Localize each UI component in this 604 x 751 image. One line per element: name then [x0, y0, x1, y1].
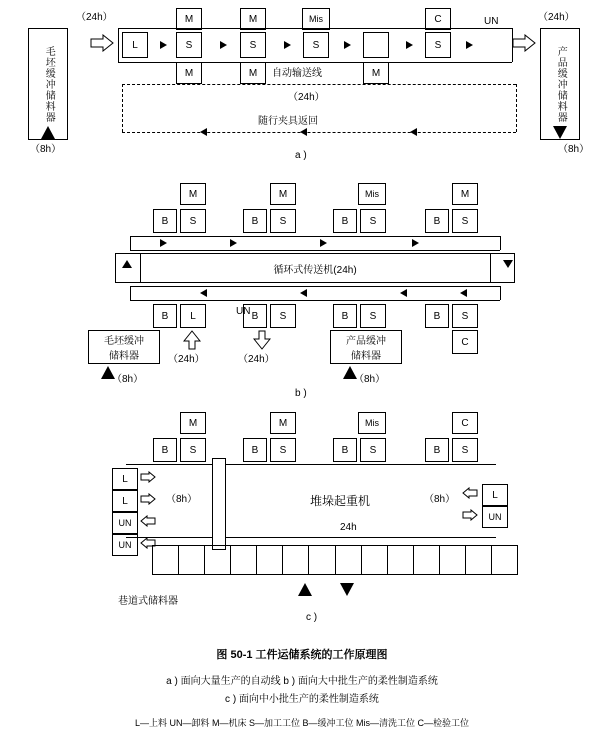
panel-b-conveyor-label: 循环式传送机(24h) — [273, 264, 357, 276]
panel-b-bottom-3-work: S — [360, 304, 386, 328]
panel-c-station-3-machine: Mis — [358, 412, 386, 434]
rack-cell — [440, 546, 466, 574]
panel-a-line-left — [118, 28, 119, 62]
panel-b-rail-bottom-arrow-2-icon — [300, 289, 307, 297]
rack-cell — [205, 546, 231, 574]
panel-c-left-arrow-1-icon — [140, 471, 156, 483]
panel-a-return-left — [122, 84, 123, 132]
panel-b-left-store-l1: 毛坯缓冲 — [104, 336, 144, 347]
panel-b-rail-top-arrow-1-icon — [230, 239, 237, 247]
panel-a-outflow-arrow-icon — [512, 34, 536, 52]
panel-a-return-arrow-1-icon — [300, 128, 307, 136]
panel-a-return-arrow-2-icon — [200, 128, 207, 136]
panel-a-station-1-bot: M — [176, 62, 202, 84]
panel-c-station-2-machine: M — [270, 412, 296, 434]
panel-b-unload-label: UN — [236, 306, 251, 317]
panel-a-load-station — [122, 32, 148, 58]
panel-a-return-right — [516, 84, 517, 132]
panel-a-top-time-left: （24h） — [76, 12, 113, 23]
rack-cell — [388, 546, 414, 574]
rack-cell — [153, 546, 179, 574]
panel-b-rail-bottom-arrow-3-icon — [400, 289, 407, 297]
panel-a-left-store-label: 毛坯缓冲储料器 — [43, 45, 55, 123]
panel-c-right-arrow-1-icon — [462, 487, 478, 499]
panel-b-unload-flow-arrow-icon — [253, 330, 271, 350]
panel-b-bottom-4-buffer: B — [425, 304, 449, 328]
panel-b-conveyor-down-arrow-icon — [503, 260, 513, 268]
panel-c-station-2-work: S — [270, 438, 296, 462]
rack-cell — [231, 546, 257, 574]
panel-b-right-store-l2: 储料器 — [351, 351, 381, 362]
panel-b-unload-time: （24h） — [238, 354, 275, 365]
rack-cell — [309, 546, 335, 574]
panel-b-rail-bottom-arrow-1-icon — [200, 289, 207, 297]
panel-a-station-1-mid: S — [176, 32, 202, 58]
panel-c-station-4-work: S — [452, 438, 478, 462]
panel-b-conveyor-right-tick — [490, 253, 491, 283]
rack-cell — [414, 546, 440, 574]
panel-a-flow-arrow-6-icon — [466, 41, 473, 49]
panel-a-flow-arrow-5-icon — [406, 41, 413, 49]
panel-b-station-4-buffer: B — [425, 209, 449, 233]
panel-b-left-time: （8h） — [112, 374, 144, 385]
panel-b-inspection-station: C — [452, 330, 478, 354]
panel-c-left-arrow-3-icon — [140, 515, 156, 527]
panel-b-rail-top-arrow-3-icon — [412, 239, 419, 247]
panel-b-station-2-work: S — [270, 209, 296, 233]
rack-cell — [179, 546, 205, 574]
panel-a-station-5-mid — [363, 32, 389, 58]
panel-c-station-1-machine: M — [180, 412, 206, 434]
panel-b-rail-top-arrow-4-icon — [160, 239, 167, 247]
panel-b-rail-bottom2 — [130, 300, 500, 301]
panel-b-station-1-machine: M — [180, 183, 206, 205]
figure-caption-line-2: c ) 面向中小批生产的柔性制造系统 — [225, 694, 379, 705]
rack-cell — [336, 546, 362, 574]
panel-b-bottom-2-work: S — [270, 304, 296, 328]
panel-c-station-1-work: S — [180, 438, 206, 462]
panel-b-station-1-work: S — [180, 209, 206, 233]
figure-caption: 图 50-1 工件运储系统的工作原理图 — [216, 649, 388, 661]
panel-a-unload-label: UN — [484, 16, 499, 27]
panel-c-in-arrow-icon — [298, 583, 312, 596]
panel-a-return-label: 随行夹具返回 — [258, 116, 318, 127]
panel-a-inflow-arrow-icon — [90, 34, 114, 52]
rack-cell — [362, 546, 388, 574]
panel-b-bottom-4-work: S — [452, 304, 478, 328]
panel-b-load-flow-arrow-icon — [183, 330, 201, 350]
figure-caption-line-1: a ) 面向大量生产的自动线 b ) 面向大中批生产的柔性制造系统 — [166, 676, 438, 687]
panel-b-right-store-l1: 产品缓冲 — [346, 336, 386, 347]
panel-b-station-2-buffer: B — [243, 209, 267, 233]
panel-c-station-2-buffer: B — [243, 438, 267, 462]
panel-b-rail-top — [130, 236, 500, 237]
panel-a-station-4-top: C — [425, 8, 451, 30]
panel-c-out-arrow-icon — [340, 583, 354, 596]
panel-c-left-cell-3: UN — [112, 512, 138, 534]
panel-b-station-4-machine: M — [452, 183, 478, 205]
panel-c-station-4-machine: C — [452, 412, 478, 434]
panel-b-station-4-work: S — [452, 209, 478, 233]
panel-b-rail-top-arrow-2-icon — [320, 239, 327, 247]
panel-c-left-cell-1: L — [112, 468, 138, 490]
panel-a-station-4-mid: S — [425, 32, 451, 58]
panel-b-right-time: （8h） — [354, 374, 386, 385]
rack-cell — [257, 546, 283, 574]
panel-a-right-store — [540, 28, 580, 140]
panel-a-station-1-top: M — [176, 8, 202, 30]
panel-c-rack — [152, 545, 518, 575]
panel-b-station-3-machine: Mis — [358, 183, 386, 205]
panel-a-flow-arrow-1-icon — [160, 41, 167, 49]
panel-a-station-2-bot: M — [240, 62, 266, 84]
panel-a-station-2-top: M — [240, 8, 266, 30]
panel-a-station-2-mid: S — [240, 32, 266, 58]
panel-b-rail-bottom-arrow-4-icon — [460, 289, 467, 297]
panel-c-right-cell-2: UN — [482, 506, 508, 528]
panel-a-return-top — [122, 84, 516, 85]
panel-a-line-right — [512, 28, 513, 62]
panel-a-bottom-time-right: （8h） — [558, 144, 590, 155]
panel-c-station-3-work: S — [360, 438, 386, 462]
panel-a-load-label: L — [132, 39, 138, 51]
panel-b-left-store — [88, 330, 160, 364]
panel-b-load-station: L — [180, 304, 206, 328]
panel-c-station-4-buffer: B — [425, 438, 449, 462]
panel-c-station-1-buffer: B — [153, 438, 177, 462]
panel-a-top-time-right: （24h） — [538, 12, 575, 23]
panel-b-rail-bottom-right — [500, 286, 501, 300]
panel-b-rail-top-right — [500, 236, 501, 250]
rack-cell — [492, 546, 517, 574]
panel-a-station-3-top: Mis — [302, 8, 330, 30]
panel-a-bottom-time-left: （8h） — [30, 144, 62, 155]
panel-a-conveyor-label: 自动输送线 — [272, 68, 322, 79]
panel-c-crane-label: 堆垛起重机 — [310, 494, 371, 508]
panel-b-rail-top2 — [130, 250, 500, 251]
panel-b-right-store — [330, 330, 402, 364]
panel-c-crane-carriage — [212, 458, 226, 550]
panel-a-return-time: （24h） — [288, 92, 325, 103]
panel-c-right-arrow-2-icon — [462, 509, 478, 521]
panel-c-station-3-buffer: B — [333, 438, 357, 462]
panel-b-bottom-1-buffer: B — [153, 304, 177, 328]
panel-b-conveyor-left-tick — [140, 253, 141, 283]
panel-c-right-cell-1: L — [482, 484, 508, 506]
panel-b-bottom-2-buffer: B — [243, 304, 267, 328]
panel-a-left-store — [28, 28, 68, 140]
panel-a-right-store-label: 产品缓冲储料器 — [555, 45, 567, 123]
panel-a-flow-arrow-4-icon — [344, 41, 351, 49]
panel-a-right-store-arrow-icon — [553, 126, 567, 139]
panel-a-station-3-mid: S — [303, 32, 329, 58]
panel-b-load-time: （24h） — [168, 354, 205, 365]
panel-c-crane-time: 24h — [340, 522, 357, 533]
panel-c-store-label: 巷道式储料器 — [118, 596, 178, 607]
panel-c-aisle-bottom — [126, 537, 496, 538]
rack-cell — [283, 546, 309, 574]
panel-c-left-cell-4: UN — [112, 534, 138, 556]
panel-b-rail-bottom — [130, 286, 500, 287]
panel-b-conveyor — [115, 253, 515, 283]
panel-b-bottom-3-buffer: B — [333, 304, 357, 328]
panel-b-conveyor-up-arrow-icon — [122, 260, 132, 268]
figure-legend: L—上料 UN—卸料 M—机床 S—加工工位 B—缓冲工位 Mis—清洗工位 C—检验工位 — [134, 718, 469, 728]
panel-a-return-arrow-3-icon — [410, 128, 417, 136]
panel-c-aisle-top — [126, 464, 496, 465]
panel-c-left-time: （8h） — [166, 494, 198, 505]
panel-b-left-store-l2: 储料器 — [109, 351, 139, 362]
panel-a-flow-arrow-2-icon — [220, 41, 227, 49]
panel-b-tag: b ) — [295, 388, 307, 399]
rack-cell — [466, 546, 492, 574]
panel-a-left-store-arrow-icon — [41, 126, 55, 139]
panel-b-station-3-buffer: B — [333, 209, 357, 233]
panel-c-right-time: （8h） — [424, 494, 456, 505]
panel-a-return-bottom — [122, 132, 516, 133]
panel-b-station-1-buffer: B — [153, 209, 177, 233]
panel-c-tag: c ) — [306, 612, 318, 623]
panel-b-station-2-machine: M — [270, 183, 296, 205]
panel-c-left-arrow-2-icon — [140, 493, 156, 505]
panel-b-rail-bottom-left — [130, 286, 131, 300]
panel-b-rail-top-left — [130, 236, 131, 250]
panel-a-flow-arrow-3-icon — [284, 41, 291, 49]
panel-b-station-3-work: S — [360, 209, 386, 233]
panel-a-station-3-bot: M — [363, 62, 389, 84]
panel-a-tag: a ) — [295, 150, 307, 161]
panel-c-left-cell-2: L — [112, 490, 138, 512]
